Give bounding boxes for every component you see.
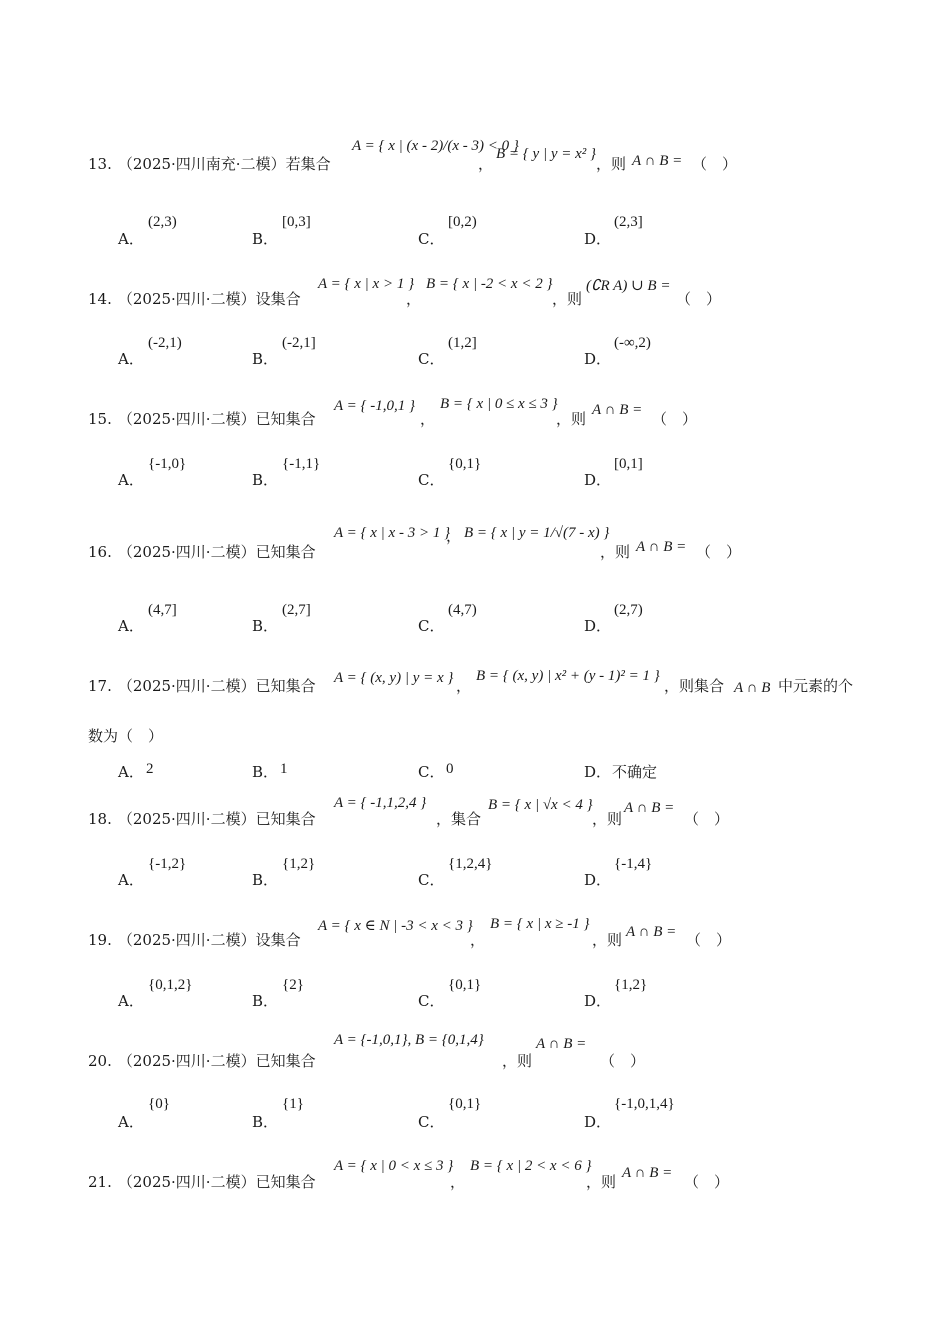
option-a[interactable]	[118, 228, 144, 249]
option-c[interactable]	[418, 761, 444, 782]
option-b[interactable]	[252, 228, 278, 249]
question-number: 19.	[88, 931, 112, 949]
option-value: {1}	[282, 1096, 304, 1112]
option-value: [0,1]	[614, 456, 643, 472]
option-value: {1,2,4}	[448, 856, 493, 872]
option-d[interactable]	[584, 469, 611, 490]
set-a-expression: A = { x | x > 1 }	[318, 276, 415, 292]
set-b-expression: B = { y | y = x² }	[496, 146, 596, 162]
question-source: （2025·四川·二模）	[117, 1052, 256, 1070]
option-label: B．	[252, 1113, 279, 1131]
option-value: {0,1}	[448, 456, 482, 472]
set-b-expression: B = { x | 2 < x < 6 }	[470, 1158, 592, 1174]
option-b[interactable]	[252, 469, 278, 490]
set-a-expression: A = { x | (x - 2)/(x - 3) < 0 }	[352, 138, 519, 154]
option-d[interactable]	[584, 228, 611, 249]
option-value: {-1,0,1,4}	[614, 1096, 675, 1112]
question-stem	[88, 408, 316, 429]
separator: ，	[446, 529, 462, 545]
option-label: A．	[118, 471, 144, 489]
option-value: 2	[146, 761, 154, 777]
question-ask: (∁R A) ∪ B =	[586, 278, 671, 294]
set-a-expression: A = { x | x - 3 > 1 }	[334, 525, 451, 541]
question-stem	[88, 153, 331, 174]
option-value: (-2,1)	[148, 335, 182, 351]
option-label: C．	[418, 992, 445, 1010]
option-value: {-1,2}	[148, 856, 187, 872]
option-value: {1,2}	[614, 977, 648, 993]
set-a-expression: A = {-1,0,1}, B = {0,1,4}	[334, 1032, 484, 1048]
separator: ，	[450, 1175, 466, 1191]
option-d[interactable]	[584, 761, 611, 782]
option-value: {-1,1}	[282, 456, 321, 472]
separator: ，	[420, 412, 436, 428]
option-a[interactable]	[118, 869, 144, 890]
set-a-expression: A = { -1,1,2,4 }	[334, 795, 427, 811]
option-b[interactable]	[252, 869, 278, 890]
set-b-expression: B = { x | x ≥ -1 }	[490, 916, 590, 932]
question-tail: ，则	[586, 1175, 617, 1191]
option-d[interactable]	[584, 348, 611, 369]
set-a-expression: A = { (x, y) | y = x }	[334, 670, 454, 686]
option-label: A．	[118, 1113, 144, 1131]
option-value: {-1,0}	[148, 456, 187, 472]
question-tail: ，则	[502, 1054, 533, 1070]
question-text: 已知集合	[255, 543, 316, 561]
option-value: (4,7)	[448, 602, 477, 618]
set-a-expression: A = { x ∈ N | -3 < x < 3 }	[318, 918, 473, 934]
option-c[interactable]	[418, 1111, 444, 1132]
answer-paren: （ ）	[676, 292, 722, 308]
question-source: （2025·四川南充·二模）	[117, 155, 286, 173]
set-a-expression: A = { x | 0 < x ≤ 3 }	[334, 1158, 454, 1174]
option-label: B．	[252, 871, 279, 889]
question-source: （2025·四川·二模）	[117, 290, 256, 308]
question-tail: ，则	[592, 933, 623, 949]
option-label: C．	[418, 350, 445, 368]
question-source: （2025·四川·二模）	[117, 543, 256, 561]
set-b-expression: B = { (x, y) | x² + (y - 1)² = 1 }	[476, 668, 660, 684]
question-text: 若集合	[285, 155, 331, 173]
question-text: 已知集合	[255, 1052, 316, 1070]
option-b[interactable]	[252, 348, 278, 369]
option-b[interactable]	[252, 615, 278, 636]
option-label: B．	[252, 763, 279, 781]
option-label: B．	[252, 230, 279, 248]
option-value: [0,3]	[282, 214, 311, 230]
option-d[interactable]	[584, 869, 611, 890]
question-text: 已知集合	[255, 1173, 316, 1191]
question-ask: A ∩ B =	[632, 153, 683, 169]
question-text: 设集合	[255, 931, 301, 949]
option-label: D．	[584, 230, 612, 248]
question-tail: ，则	[596, 157, 627, 173]
question-number: 15.	[88, 410, 112, 428]
question-stem	[88, 675, 316, 696]
option-c[interactable]	[418, 348, 444, 369]
option-value: {1,2}	[282, 856, 316, 872]
option-d[interactable]	[584, 1111, 611, 1132]
question-ask: A ∩ B =	[536, 1036, 587, 1052]
answer-paren: （ ）	[692, 157, 738, 173]
question-ask: A ∩ B =	[624, 800, 675, 816]
question-source: （2025·四川·二模）	[117, 1173, 256, 1191]
option-value: (2,7)	[614, 602, 643, 618]
option-b[interactable]	[252, 990, 278, 1011]
question-tail: ，则	[600, 545, 631, 561]
option-label: D．	[584, 1113, 612, 1131]
set-a-expression: A = { -1,0,1 }	[334, 398, 416, 414]
question-ask: A ∩ B =	[592, 402, 643, 418]
option-label: A．	[118, 871, 144, 889]
question-text: 已知集合	[255, 810, 316, 828]
option-value: (2,3)	[148, 214, 177, 230]
question-tail: ，则	[556, 412, 587, 428]
option-b[interactable]	[252, 761, 278, 782]
option-value: (-∞,2)	[614, 335, 651, 351]
question-continuation: 数为（ ）	[88, 727, 164, 745]
question-stem	[88, 929, 301, 950]
option-label: B．	[252, 350, 279, 368]
question-ask: A ∩ B =	[636, 539, 687, 555]
question-source: （2025·四川·二模）	[117, 677, 256, 695]
question-text: 已知集合	[255, 410, 316, 428]
question-tail: ，则集合	[664, 679, 725, 695]
option-b[interactable]	[252, 1111, 278, 1132]
option-label: B．	[252, 471, 279, 489]
option-a[interactable]	[118, 990, 144, 1011]
separator: ，	[456, 679, 472, 695]
set-b-expression: B = { x | -2 < x < 2 }	[426, 276, 553, 292]
question-ask: A ∩ B =	[622, 1165, 673, 1181]
question-number: 21.	[88, 1173, 112, 1191]
option-value: {0,1}	[448, 1096, 482, 1112]
option-label: B．	[252, 617, 279, 635]
question-ask: A ∩ B =	[626, 924, 677, 940]
set-b-expression: B = { x | √x < 4 }	[488, 797, 593, 813]
option-label: C．	[418, 1113, 445, 1131]
option-value: 1	[280, 761, 288, 777]
option-label: D．	[584, 992, 612, 1010]
question-source: （2025·四川·二模）	[117, 810, 256, 828]
option-value: 不确定	[612, 763, 658, 781]
option-value: {0}	[148, 1096, 170, 1112]
question-stem	[88, 541, 316, 562]
question-source: （2025·四川·二模）	[117, 931, 256, 949]
option-label: A．	[118, 992, 144, 1010]
question-number: 17.	[88, 677, 112, 695]
question-tail: ，则	[592, 812, 623, 828]
option-label: D．	[584, 763, 612, 781]
option-a[interactable]	[118, 348, 144, 369]
option-value: (1,2]	[448, 335, 477, 351]
option-value: {0,1}	[448, 977, 482, 993]
answer-paren: （ ）	[652, 412, 698, 428]
option-a[interactable]	[118, 761, 144, 782]
option-value: 0	[446, 761, 454, 777]
option-a[interactable]	[118, 469, 144, 490]
option-label: C．	[418, 617, 445, 635]
answer-paren: （ ）	[684, 1175, 730, 1191]
question-source: （2025·四川·二模）	[117, 410, 256, 428]
option-label: A．	[118, 763, 144, 781]
answer-paren: （ ）	[600, 1054, 646, 1070]
question-text: 设集合	[255, 290, 301, 308]
option-label: A．	[118, 617, 144, 635]
separator: ，	[478, 157, 494, 173]
option-d[interactable]	[584, 990, 611, 1011]
option-c[interactable]	[418, 990, 444, 1011]
question-tail-continued: 中元素的个	[778, 679, 854, 695]
question-number: 20.	[88, 1052, 112, 1070]
option-a[interactable]	[118, 1111, 144, 1132]
option-a[interactable]	[118, 615, 144, 636]
question-stem	[88, 288, 301, 309]
set-b-expression: B = { x | y = 1/√(7 - x) }	[464, 525, 610, 541]
option-label: D．	[584, 350, 612, 368]
separator: ，	[470, 933, 486, 949]
option-value: (2,3]	[614, 214, 643, 230]
option-label: D．	[584, 617, 612, 635]
option-value: {-1,4}	[614, 856, 653, 872]
option-value: [0,2)	[448, 214, 477, 230]
question-number: 18.	[88, 810, 112, 828]
question-tail: ，则	[552, 292, 583, 308]
option-c[interactable]	[418, 228, 444, 249]
question-stem	[88, 1050, 316, 1071]
answer-paren: （ ）	[696, 545, 742, 561]
option-label: A．	[118, 350, 144, 368]
option-label: C．	[418, 230, 445, 248]
option-c[interactable]	[418, 615, 444, 636]
question-ask: A ∩ B	[734, 680, 771, 696]
answer-paren: （ ）	[686, 933, 732, 949]
option-c[interactable]	[418, 469, 444, 490]
question-number: 16.	[88, 543, 112, 561]
answer-paren: （ ）	[684, 812, 730, 828]
option-value: (2,7]	[282, 602, 311, 618]
question-number: 14.	[88, 290, 112, 308]
option-value: {0,1,2}	[148, 977, 193, 993]
question-text: 已知集合	[255, 677, 316, 695]
question-stem	[88, 808, 316, 829]
separator: ，集合	[436, 812, 482, 828]
option-label: D．	[584, 471, 612, 489]
option-label: C．	[418, 871, 445, 889]
option-value: {2}	[282, 977, 304, 993]
option-d[interactable]	[584, 615, 611, 636]
option-value: (4,7]	[148, 602, 177, 618]
option-c[interactable]	[418, 869, 444, 890]
question-number: 13.	[88, 155, 112, 173]
option-label: C．	[418, 471, 445, 489]
option-label: D．	[584, 871, 612, 889]
question-stem	[88, 1171, 316, 1192]
option-label: B．	[252, 992, 279, 1010]
option-value: (-2,1]	[282, 335, 316, 351]
option-label: A．	[118, 230, 144, 248]
option-label: C．	[418, 763, 445, 781]
set-b-expression: B = { x | 0 ≤ x ≤ 3 }	[440, 396, 558, 412]
separator: ，	[406, 292, 422, 308]
